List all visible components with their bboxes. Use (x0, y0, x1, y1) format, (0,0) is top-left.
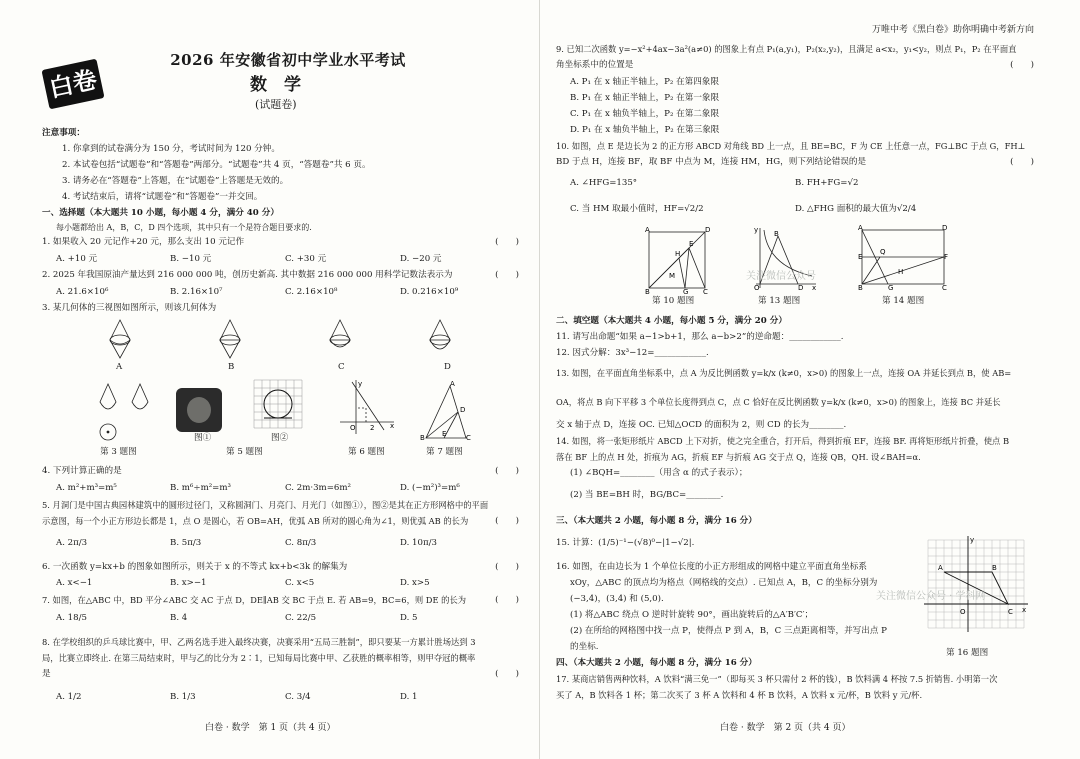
moon-gate-photo (176, 388, 222, 432)
svg-text:H: H (898, 268, 904, 276)
q9-option-b: B. P₁ 在 x 轴正半轴上，P₂ 在第一象限 (570, 93, 720, 103)
svg-text:O: O (960, 608, 966, 616)
header-slogan: 万唯中考《黑白卷》助你明确中考新方向 (871, 25, 1034, 35)
q6-graph-figure (338, 378, 396, 436)
subject-title: 数 学 (250, 75, 301, 95)
question-2-stem: 2. 2025 年我国原油产量达到 216 000 000 吨，创历史新高. 其中数据 216 000 000 用科学记数法表示为 (42, 270, 453, 280)
q7-option-c: C. 22/5 (285, 613, 317, 623)
q7-option-a: A. 18/5 (56, 613, 87, 623)
q1-option-a: A. +10 元 (56, 254, 98, 264)
answer-paren: ( ) (495, 595, 519, 605)
q8-option-b: B. 1/3 (170, 692, 196, 702)
question-3-stem: 3. 某几何体的三视图如图所示，则该几何体为 (42, 303, 217, 313)
svg-text:G: G (683, 288, 689, 296)
answer-paren: ( ) (495, 669, 519, 679)
svg-text:Q: Q (880, 248, 886, 256)
q1-option-b: B. −10 元 (170, 254, 212, 264)
svg-text:x: x (812, 284, 817, 292)
svg-text:A: A (450, 380, 455, 388)
svg-text:B: B (858, 284, 863, 292)
section-3-title: 三、（本大题共 2 小题，每小题 8 分，满分 16 分） (556, 516, 757, 526)
question-8-stem-3: 是 (42, 669, 51, 679)
question-4-stem: 4. 下列计算正确的是 (42, 466, 122, 476)
q16-grid-figure (924, 536, 1028, 640)
svg-text:A: A (645, 226, 650, 234)
answer-paren: ( ) (495, 270, 519, 280)
svg-text:M: M (669, 272, 676, 280)
q3-option-a: A (116, 362, 123, 372)
question-9-stem-1: 9. 已知二次函数 y=−x²+4ax−3a²(a≠0) 的图象上有点 P₁(a,y₁)，P₂(x₂,y₂)，且满足 a<x₂，y₁<y₂，则点 P₁，P₂ 在平面直 (556, 44, 1017, 54)
q5-option-a: A. 2π/3 (56, 538, 88, 548)
answer-paren: ( ) (495, 466, 519, 476)
q5-grid-figure (254, 380, 302, 432)
caption-q6: 第 6 题图 (348, 447, 385, 457)
page-2-footer: 白卷 · 数学 第 2 页（共 4 页） (720, 723, 851, 733)
svg-text:B: B (774, 230, 779, 238)
q4-option-b: B. m⁶÷m²=m³ (170, 483, 231, 493)
section-1-desc: 每小题都给出 A，B，C，D 四个选项，其中只有一个是符合题目要求的. (56, 223, 312, 232)
question-14-line-1: 14. 如图，将一张矩形纸片 ABCD 上下对折，使之完全重合，打开后，得到折痕 EF，连接 BF. 再将矩形纸片折叠，使点 B (556, 436, 1010, 446)
q3-option-c: C (338, 362, 345, 372)
caption-q5: 第 5 题图 (226, 447, 263, 457)
question-12: 12. 因式分解：3x³−12=____________. (556, 348, 709, 358)
q8-option-c: C. 3/4 (285, 692, 311, 702)
question-16-line-1: 16. 如图，在由边长为 1 个单位长度的小正方形组成的网格中建立平面直角坐标系 (556, 562, 867, 572)
watermark: 关注微信公众号 · 学科网 (876, 591, 986, 602)
svg-text:y: y (754, 226, 759, 234)
watermark: 关注微信公众号 (746, 271, 816, 282)
question-7-stem: 7. 如图，在△ABC 中，BD 平分∠ABC 交 AC 于点 D，DE∥AB 交 BC 于点 E. 若 AB=9，BC=6，则 DE 的长为 (42, 595, 467, 605)
q6-option-b: B. x>−1 (170, 578, 207, 588)
q3-options-figure (110, 318, 480, 376)
question-6-stem: 6. 一次函数 y=kx+b 的图象如图所示，则关于 x 的不等式 kx+b<3k 的解集为 (42, 562, 348, 572)
q10-option-d: D. △FHG 面积的最大值为√2/4 (795, 204, 917, 214)
question-5-stem-1: 5. 月洞门是中国古典园林建筑中的圆形过径门，又称圆洞门、月亮门、月光门（如图①），图②是其在正方形网格中的平面 (42, 500, 489, 510)
svg-text:O: O (350, 424, 356, 432)
caption-q3: 第 3 题图 (100, 447, 137, 457)
question-8-stem-2: 局，比赛立即终止. 在第三局结束时，甲与乙的比分为 2∶1，已知每局比赛中甲、乙获胜的概率相等，则甲夺冠的概率 (42, 653, 476, 663)
svg-text:B: B (420, 434, 425, 442)
section-2-title: 二、填空题（本大题共 4 小题，每小题 5 分，满分 20 分） (556, 316, 787, 326)
question-16-line-3: (−3,4)，(3,4) 和 (5,0). (570, 594, 664, 604)
q7-option-b: B. 4 (170, 613, 188, 623)
svg-text:E: E (858, 253, 863, 261)
question-14-line-2: 落在 BF 上的点 H 处，折痕为 AG，折痕 EF 与折痕 AG 交于点 Q，连接 QB，QH. 设∠BAH=α. (556, 452, 921, 462)
q2-option-a: A. 21.6×10⁶ (56, 287, 109, 297)
section-1-title: 一、选择题（本大题共 10 小题，每小题 4 分，满分 40 分） (42, 208, 279, 218)
question-5-stem-2: 示意图，每一个小正方形边长都是 1，点 O 是圆心，若 OB=AH，优弧 AB 所对的圆心角为∠1，则优弧 AB 的长为 (42, 516, 469, 526)
q6-option-c: C. x<5 (285, 578, 315, 588)
caption-q14: 第 14 题图 (882, 296, 925, 306)
svg-text:A: A (938, 564, 943, 572)
svg-text:C: C (703, 288, 708, 296)
q2-option-b: B. 2.16×10⁷ (170, 287, 223, 297)
question-16-line-2: xOy，△ABC 的顶点均为格点（网格线的交点）. 已知点 A，B，C 的坐标分别为 (570, 578, 878, 588)
section-4-title: 四、（本大题共 2 小题，每小题 8 分，满分 16 分） (556, 658, 757, 668)
q8-option-d: D. 1 (400, 692, 418, 702)
svg-text:B: B (645, 288, 650, 296)
q5-option-d: D. 10π/3 (400, 538, 437, 548)
svg-text:D: D (942, 224, 948, 232)
question-16-line-5: (2) 在所给的网格图中找一点 P，使得点 P 到 A，B，C 三点距离相等，并写出点 P (570, 626, 887, 636)
question-1-stem: 1. 如果收入 20 元记作+20 元，那么支出 10 元记作 (42, 237, 245, 247)
question-16-line-4: (1) 将△ABC 绕点 O 逆时针旋转 90°，画出旋转后的△A′B′C′； (570, 610, 814, 620)
q5-option-b: B. 5π/3 (170, 538, 202, 548)
question-16-line-6: 的坐标. (570, 642, 599, 652)
caption-fig1: 图① (194, 433, 212, 443)
q10-square-figure (645, 228, 709, 294)
caption-q7: 第 7 题图 (426, 447, 463, 457)
paper-type: (试题卷) (255, 98, 297, 111)
question-10-stem-1: 10. 如图，点 E 是边长为 2 的正方形 ABCD 对角线 BD 上一点，且 BE=BC，F 为 CE 上任意一点，FG⊥BC 于点 G，FH⊥ (556, 141, 1026, 151)
q10-option-c: C. 当 HM 取最小值时，HF=√2/2 (570, 204, 704, 214)
q14-rectangle-figure (858, 226, 948, 292)
q3-option-b: B (228, 362, 235, 372)
answer-paren: ( ) (495, 237, 519, 247)
svg-text:F: F (944, 253, 949, 261)
q6-option-d: D. x>5 (400, 578, 430, 588)
paper-badge: 白卷 (41, 59, 104, 110)
svg-text:E: E (689, 240, 694, 248)
q2-option-c: C. 2.16×10⁸ (285, 287, 338, 297)
note-3: 3. 请务必在“答题卷”上答题，在“试题卷”上答题是无效的。 (62, 176, 289, 186)
question-13-line-1: 13. 如图，在平面直角坐标系中，点 A 为反比例函数 y=k/x (k≠0，x>0) 的图象上一点，连接 OA 并延长到点 B，使 AB= (556, 368, 1012, 378)
q4-option-d: D. (−m²)³=m⁶ (400, 483, 460, 493)
q4-option-a: A. m²+m³=m⁵ (56, 483, 117, 493)
svg-text:B: B (992, 564, 997, 572)
svg-text:D: D (705, 226, 711, 234)
q4-option-c: C. 2m·3m=6m² (285, 483, 351, 493)
answer-paren: ( ) (1010, 60, 1034, 70)
svg-text:O: O (754, 284, 760, 292)
answer-paren: ( ) (1010, 157, 1034, 167)
q9-option-c: C. P₁ 在 x 轴负半轴上，P₂ 在第二象限 (570, 109, 720, 119)
q3-option-d: D (444, 362, 451, 372)
svg-text:D: D (460, 406, 466, 414)
question-10-stem-2: BD 于点 H，连接 BF，取 BF 中点为 M，连接 HM，HG，则下列结论错误的是 (556, 157, 867, 167)
q1-option-d: D. −20 元 (400, 254, 442, 264)
page-1-footer: 白卷 · 数学 第 1 页（共 4 页） (205, 723, 336, 733)
question-17-line-1: 17. 某商店销售两种饮料，A 饮料“满三免一”（即每买 3 杯只需付 2 杯的钱），B 饮料满 4 杯按 7.5 折销售. 小明第一次 (556, 674, 998, 684)
svg-text:G: G (888, 284, 894, 292)
svg-text:C: C (466, 434, 471, 442)
svg-text:2: 2 (370, 424, 375, 432)
q9-option-d: D. P₁ 在 x 轴负半轴上，P₂ 在第三象限 (570, 125, 720, 135)
caption-q13: 第 13 题图 (758, 296, 801, 306)
notes-heading: 注意事项： (42, 128, 85, 138)
answer-paren: ( ) (495, 562, 519, 572)
q5-option-c: C. 8π/3 (285, 538, 317, 548)
question-9-stem-2: 角坐标系中的位置是 (556, 60, 634, 70)
q9-option-a: A. P₁ 在 x 轴正半轴上，P₂ 在第四象限 (570, 77, 720, 87)
question-13-line-2: OA，将点 B 向下平移 3 个单位长度得到点 C，点 C 恰好在反比例函数 y=k/x (k≠0，x>0) 的图象上，连接 BC 并延长 (556, 397, 1001, 407)
caption-q10: 第 10 题图 (652, 296, 695, 306)
q2-option-d: D. 0.216×10⁹ (400, 287, 459, 297)
q10-option-b: B. FH+FG=√2 (795, 178, 859, 188)
question-14-line-4: (2) 当 BE=BH 时，BG/BC=________. (570, 490, 724, 500)
question-1 (42, 237, 519, 249)
svg-text:C: C (942, 284, 947, 292)
svg-text:y: y (970, 536, 975, 544)
q7-triangle-figure (420, 382, 472, 442)
caption-q16: 第 16 题图 (946, 648, 989, 658)
svg-text:x: x (1022, 606, 1027, 614)
note-4: 4. 考试结束后，请将“试题卷”和“答题卷”一并交回。 (62, 192, 263, 202)
note-1: 1. 你拿到的试卷满分为 150 分，考试时间为 120 分钟。 (62, 144, 280, 154)
question-13-line-3: 交 x 轴于点 D，连接 OC. 已知△OCD 的面积为 2，则 CD 的长为________. (556, 420, 847, 430)
note-2: 2. 本试卷包括“试题卷”和“答题卷”两部分。“试题卷”共 4 页，“答题卷”共 6 页。 (62, 160, 371, 170)
q1-option-c: C. +30 元 (285, 254, 327, 264)
question-8-stem-1: 8. 在学校组织的乒乓球比赛中，甲、乙两名选手进入最终决赛，决赛采用“五局三胜制”，即只要某一方累计胜场达到 3 (42, 637, 476, 647)
q7-option-d: D. 5 (400, 613, 418, 623)
question-15: 15. 计算：(1/5)⁻¹−(√8)⁰−|1−√2|. (556, 538, 695, 548)
svg-text:y: y (358, 380, 363, 388)
q3-three-views-figure (96, 382, 160, 444)
svg-text:C: C (1008, 608, 1013, 616)
svg-text:H: H (675, 250, 681, 258)
question-14-line-3: (1) ∠BQH=________（用含 α 的式子表示）； (570, 468, 748, 478)
caption-fig2: 图② (271, 433, 289, 443)
svg-text:E: E (442, 430, 447, 438)
svg-text:x: x (390, 422, 395, 430)
question-11: 11. 请写出命题“如果 a−1>b+1，那么 a−b>2”的逆命题：____________. (556, 332, 844, 342)
svg-text:A: A (858, 224, 863, 232)
q10-option-a: A. ∠HFG=135° (570, 178, 638, 188)
exam-title: 2026 年安徽省初中学业水平考试 (170, 51, 406, 69)
q6-option-a: A. x<−1 (56, 578, 93, 588)
question-17-line-2: 买了 A，B 饮料各 1 杯；第二次买了 3 杯 A 饮料和 4 杯 B 饮料，A 饮料 x 元/杯，B 饮料 y 元/杯. (556, 690, 923, 700)
svg-text:D: D (798, 284, 804, 292)
q8-option-a: A. 1/2 (56, 692, 82, 702)
answer-paren: ( ) (495, 516, 519, 526)
